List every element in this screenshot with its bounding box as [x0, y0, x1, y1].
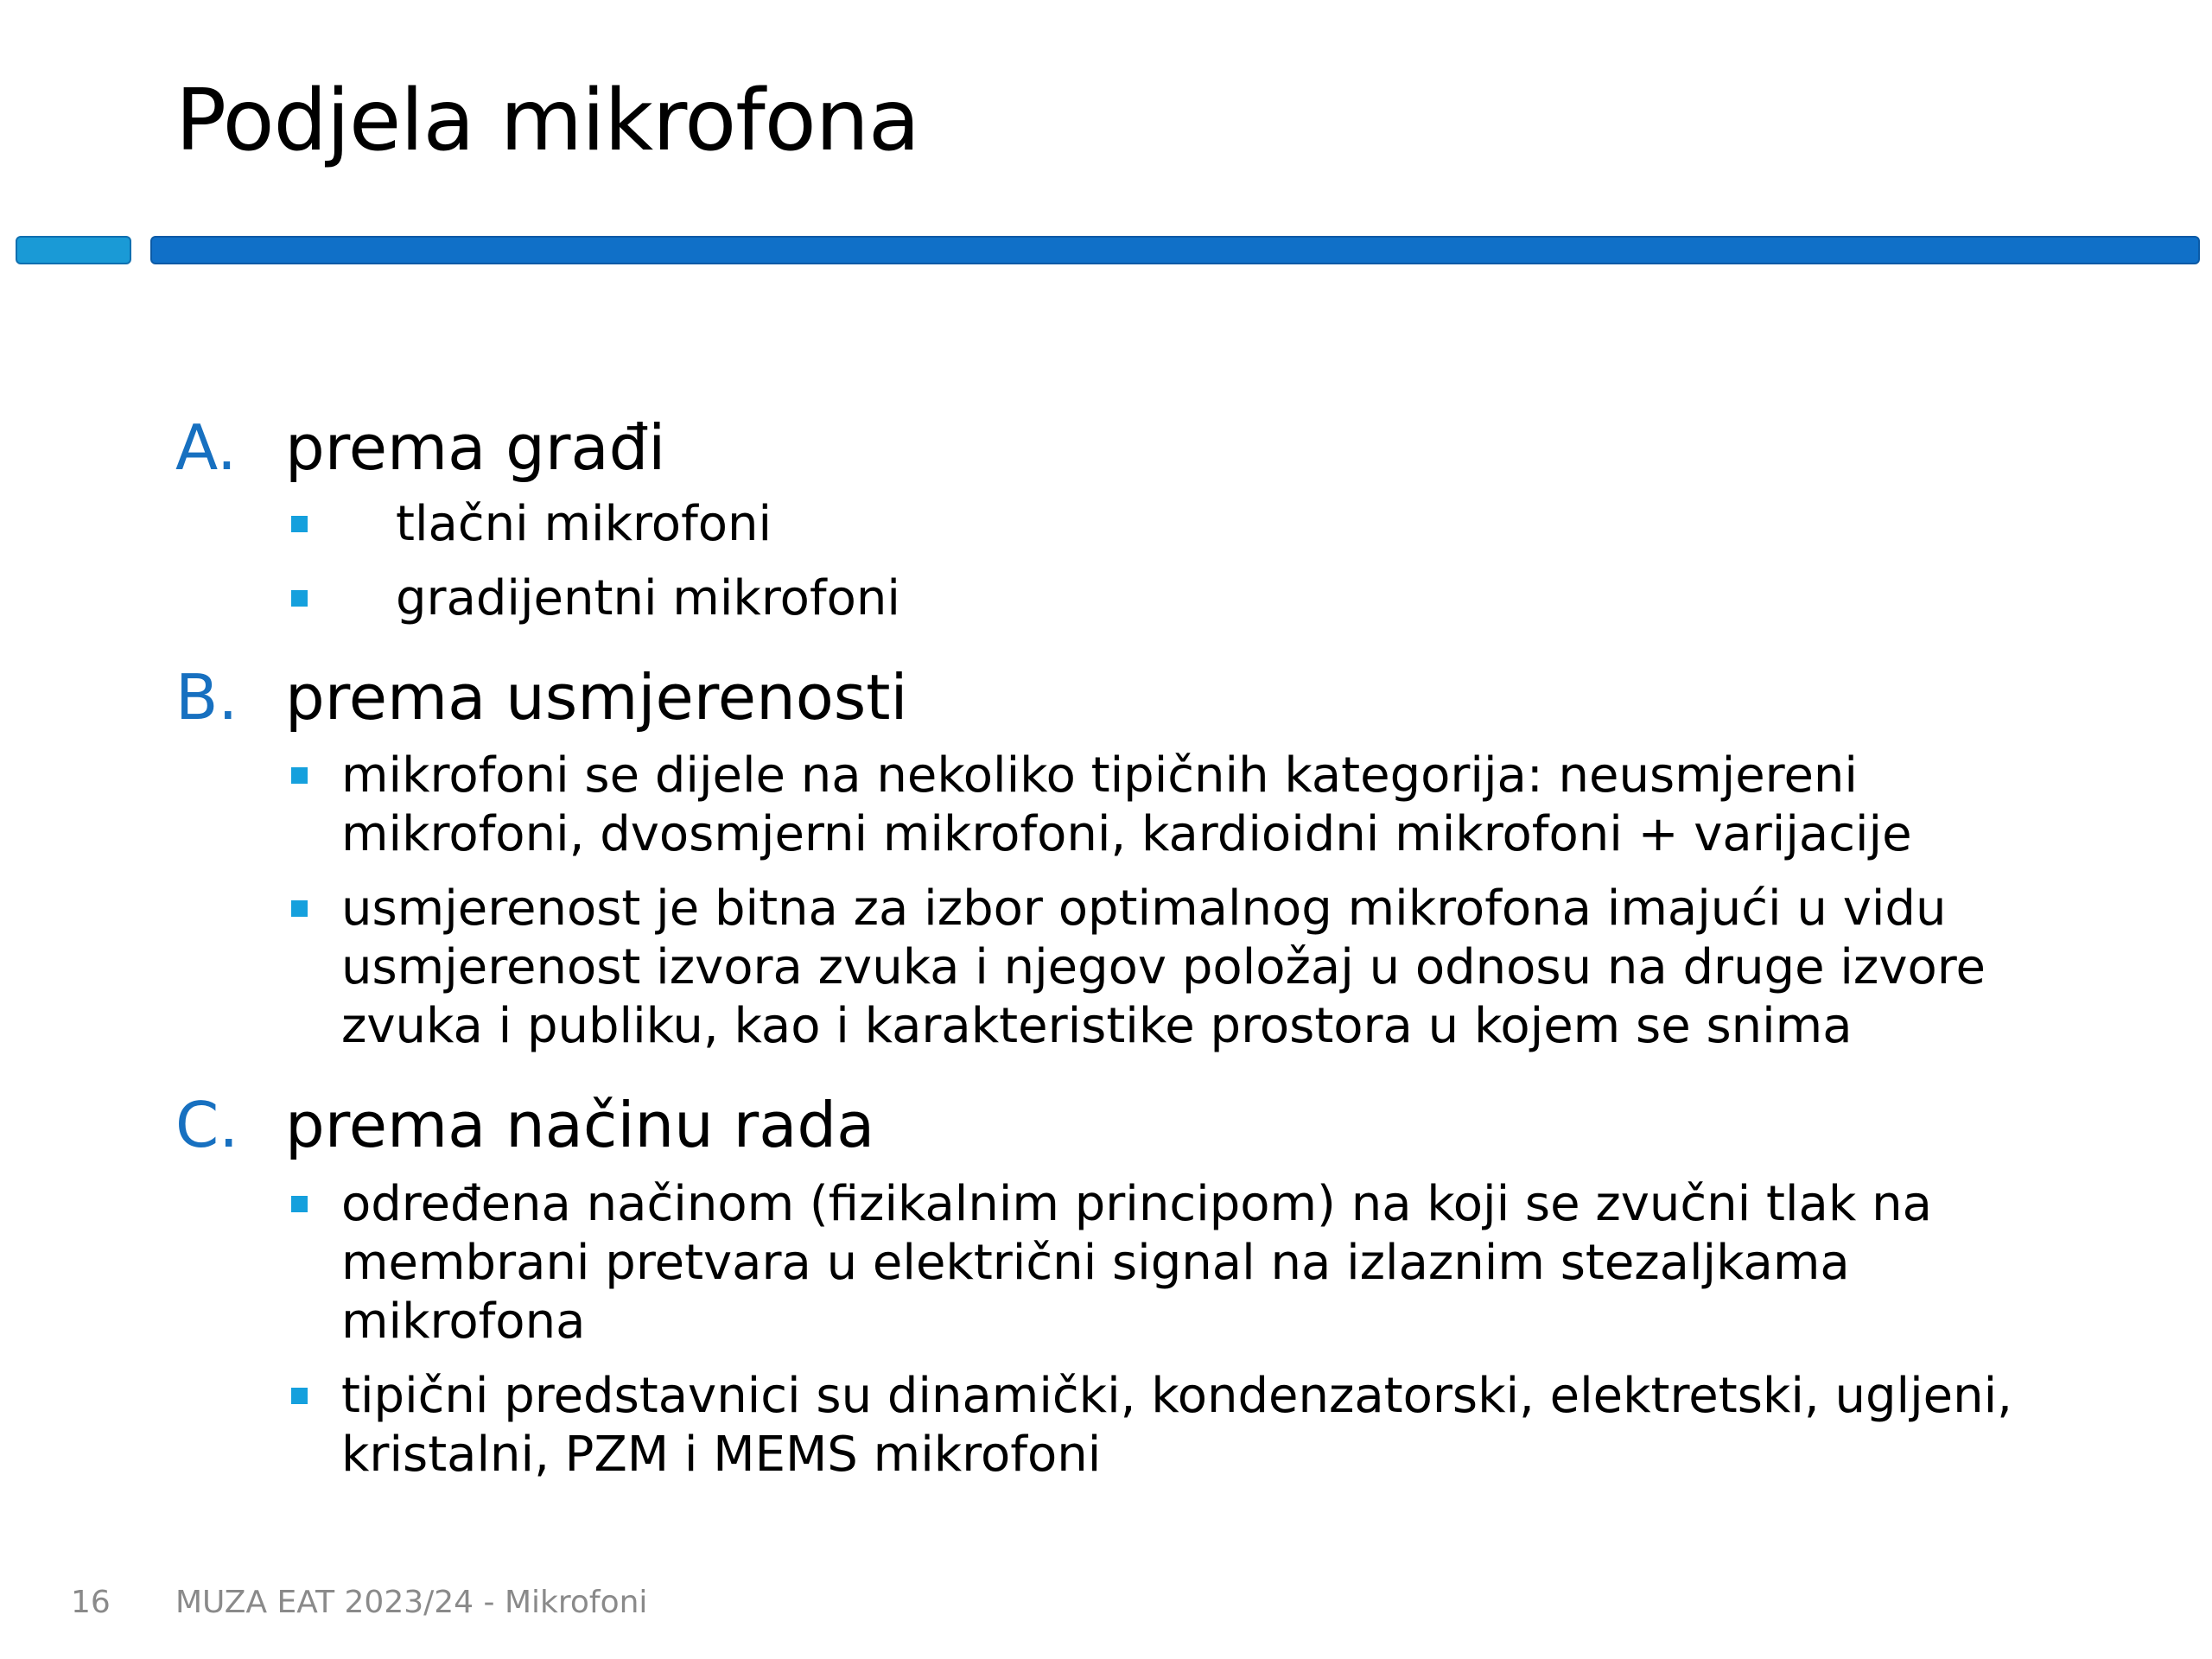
- bullet-square-icon: [291, 767, 308, 784]
- section-a-heading: prema građi: [285, 411, 666, 484]
- section-b-letter: B.: [175, 661, 238, 734]
- slide-number: 16: [71, 1585, 111, 1620]
- section-c-letter: C.: [175, 1089, 239, 1161]
- section-a-item-1: tlačni mikrofoni: [396, 496, 772, 552]
- section-c-item-1-line-2: membrani pretvara u električni signal na izlaznim stezaljkama: [341, 1235, 1850, 1291]
- bullet-square-icon: [291, 590, 308, 607]
- footer-text: MUZA EAT 2023/24 - Mikrofoni: [175, 1585, 648, 1620]
- section-c-item-2-line-2: kristalni, PZM i MEMS mikrofoni: [341, 1427, 1102, 1483]
- section-b-item-2-line-1: usmjerenost je bitna za izbor optimalnog mikrofona imajući u vidu: [341, 880, 1947, 937]
- section-c-item-1-line-3: mikrofona: [341, 1294, 586, 1350]
- title-bar-accent: [16, 236, 131, 264]
- bullet-square-icon: [291, 1388, 308, 1404]
- bullet-square-icon: [291, 900, 308, 917]
- section-a-letter: A.: [175, 411, 237, 484]
- section-b-heading: prema usmjerenosti: [285, 661, 908, 734]
- title-bar-divider: [150, 236, 2200, 264]
- section-c-heading: prema načinu rada: [285, 1089, 875, 1161]
- bullet-square-icon: [291, 1196, 308, 1212]
- section-b-item-1-line-2: mikrofoni, dvosmjerni mikrofoni, kardioidni mikrofoni + varijacije: [341, 806, 1912, 862]
- bullet-square-icon: [291, 516, 308, 532]
- section-c-item-1-line-1: određena načinom (fizikalnim principom) na koji se zvučni tlak na: [341, 1176, 1932, 1232]
- section-c-item-2-line-1: tipični predstavnici su dinamički, kondenzatorski, elektretski, ugljeni,: [341, 1368, 2012, 1424]
- section-b-item-2-line-3: zvuka i publiku, kao i karakteristike prostora u kojem se snima: [341, 998, 1853, 1054]
- section-b-item-1-line-1: mikrofoni se dijele na nekoliko tipičnih kategorija: neusmjereni: [341, 747, 1858, 804]
- section-b-item-2-line-2: usmjerenost izvora zvuka i njegov položaj u odnosu na druge izvore: [341, 939, 1986, 995]
- slide-title: Podjela mikrofona: [175, 72, 919, 170]
- section-a-item-2: gradijentni mikrofoni: [396, 570, 900, 626]
